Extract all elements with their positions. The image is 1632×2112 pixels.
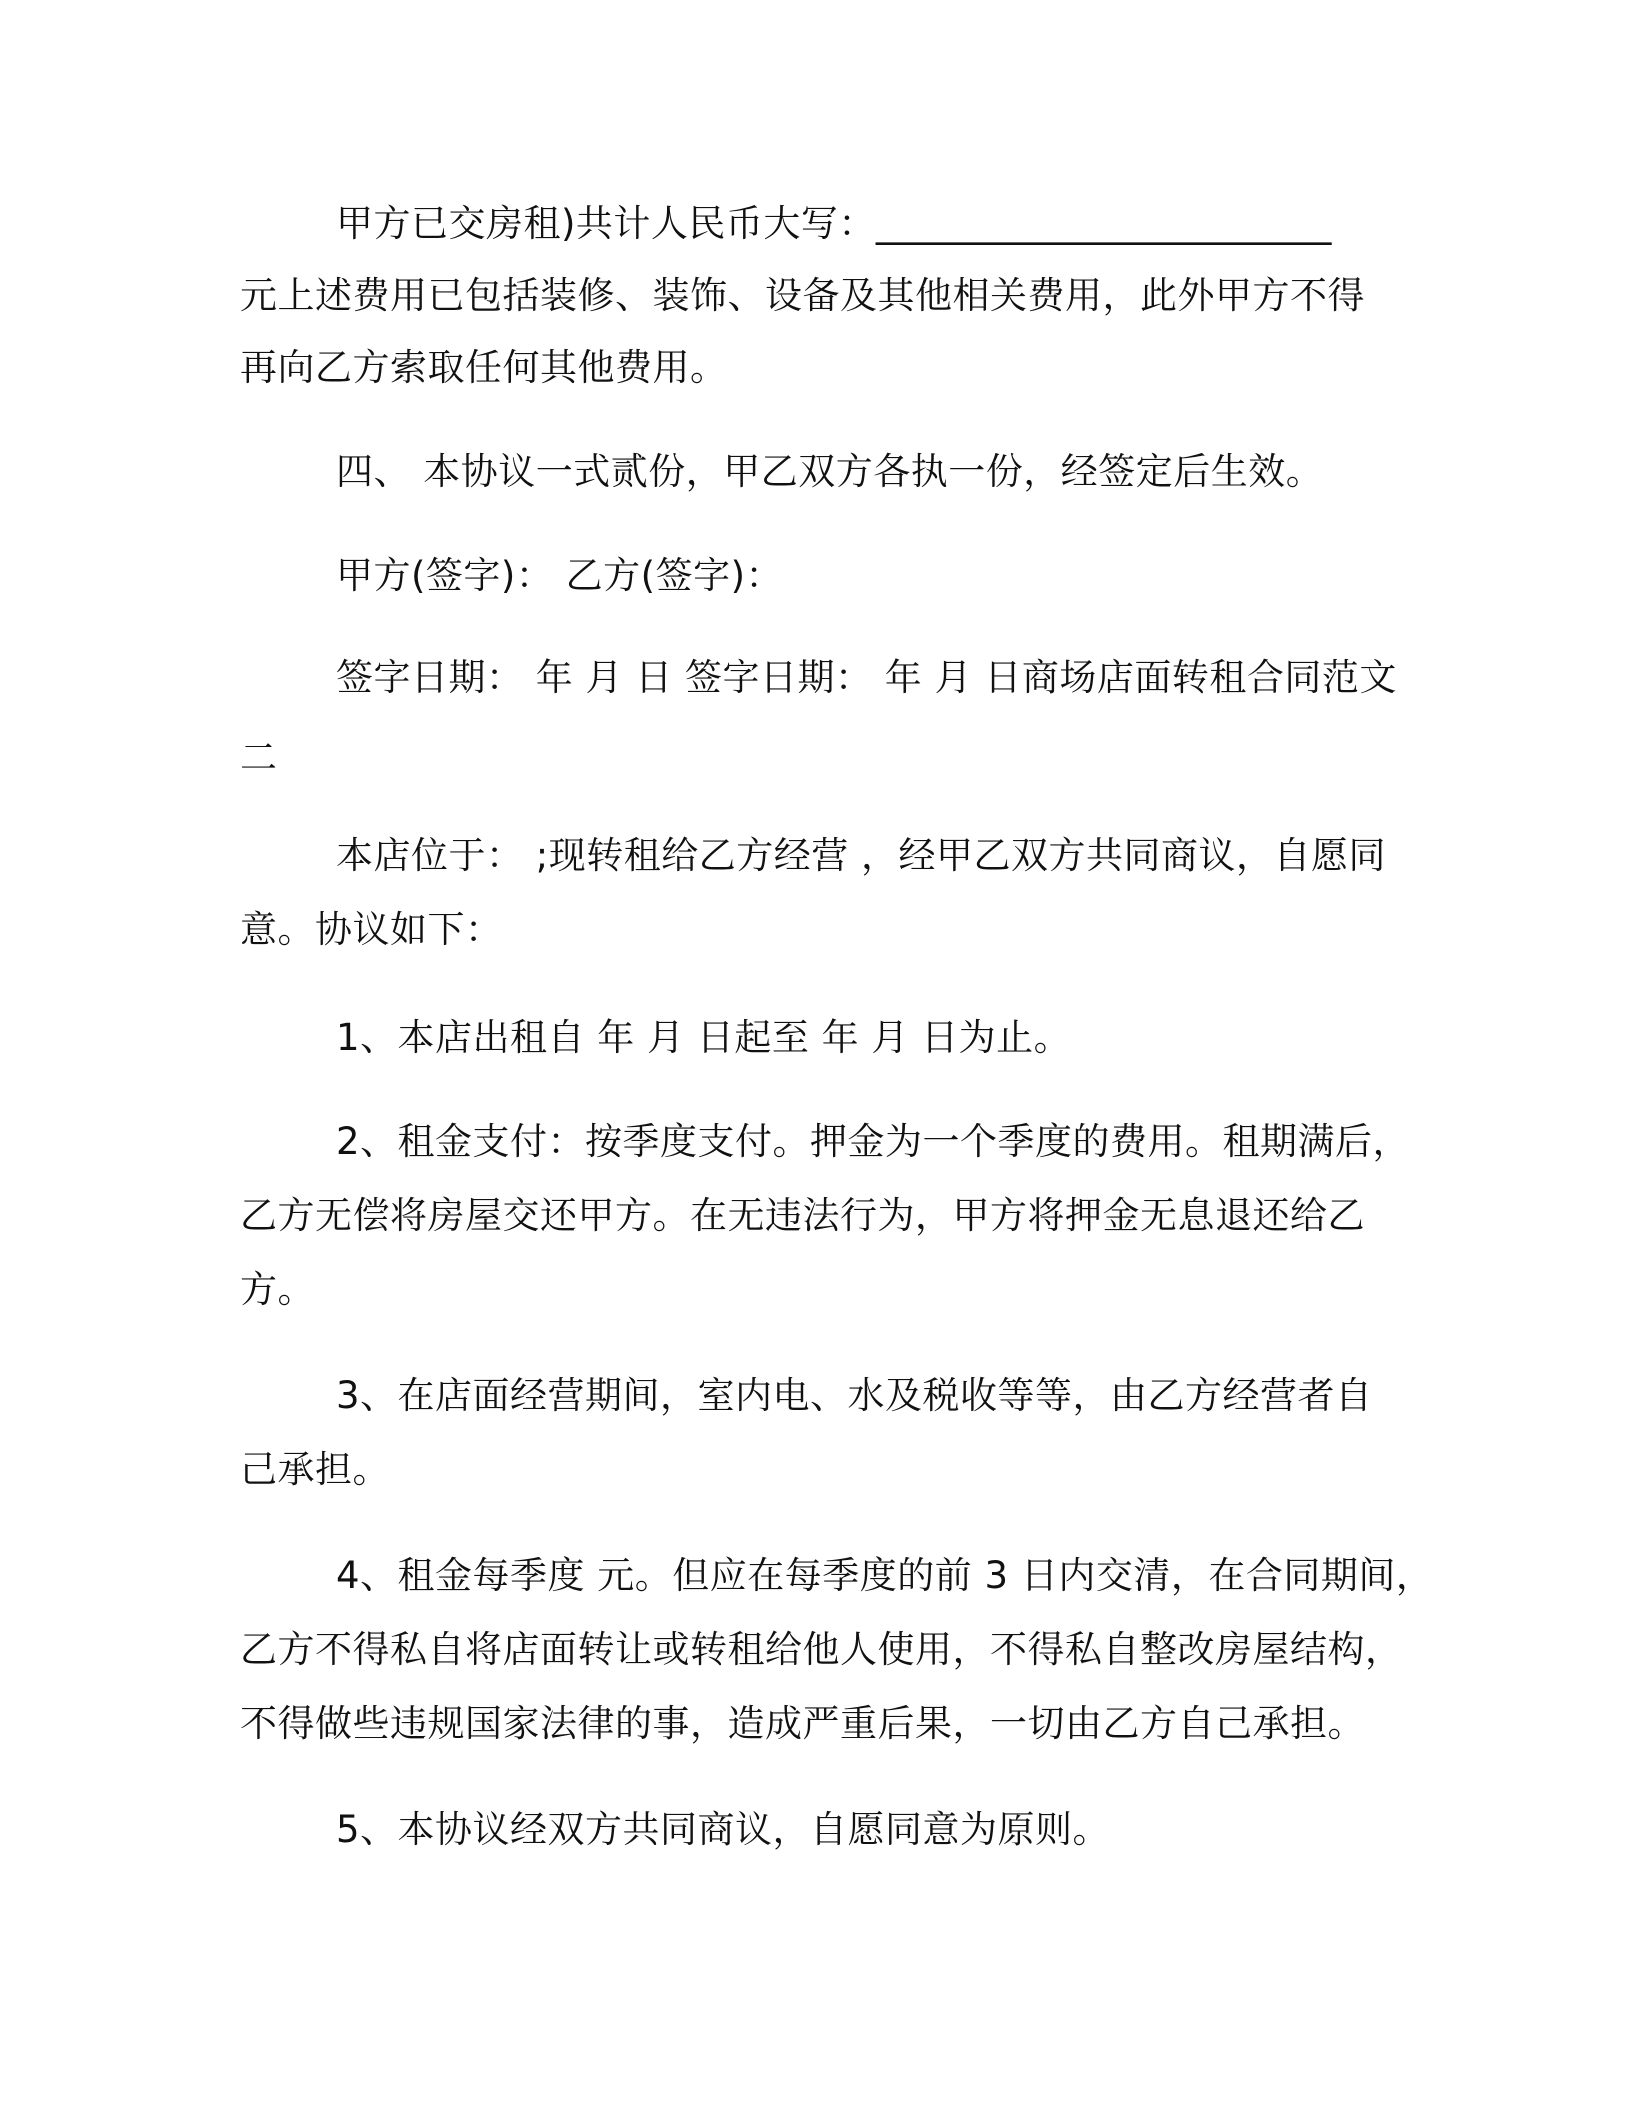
text-line: 意。协议如下： bbox=[240, 908, 503, 951]
text-line: 不得做些违规国家法律的事，造成严重后果，一切由乙方自己承担。 bbox=[240, 1702, 1365, 1745]
text-line: 二 bbox=[240, 736, 278, 779]
text-line: 方。 bbox=[240, 1268, 315, 1311]
text-line: 5、本协议经双方共同商议，自愿同意为原则。 bbox=[336, 1808, 1111, 1851]
text-line: 乙方无偿将房屋交还甲方。在无违法行为，甲方将押金无息退还给乙 bbox=[240, 1194, 1365, 1237]
text-line: 元上述费用已包括装修、装饰、设备及其他相关费用，此外甲方不得 bbox=[240, 274, 1365, 317]
text-line: 2、租金支付：按季度支付。押金为一个季度的费用。租期满后， bbox=[336, 1120, 1411, 1163]
text-line: 3、在店面经营期间，室内电、水及税收等等，由乙方经营者自 bbox=[336, 1374, 1373, 1417]
text-line: 本店位于： ;现转租给乙方经营 ，经甲乙双方共同商议，自愿同 bbox=[336, 834, 1386, 877]
text-line: 甲方已交房租)共计人民币大写：________________________ bbox=[336, 202, 1332, 245]
text-line: 四、 本协议一式贰份，甲乙双方各执一份，经签定后生效。 bbox=[336, 450, 1324, 493]
text-line: 甲方(签字)： 乙方(签字)： bbox=[336, 554, 784, 597]
text-line: 签字日期： 年 月 日 签字日期： 年 月 日商场店面转租合同范文 bbox=[336, 656, 1397, 699]
text-line: 再向乙方索取任何其他费用。 bbox=[240, 346, 728, 389]
text-line: 己承担。 bbox=[240, 1448, 390, 1491]
text-line: 4、租金每季度 元。但应在每季度的前 3 日内交清，在合同期间， bbox=[336, 1554, 1434, 1597]
text-line: 1、本店出租自 年 月 日起至 年 月 日为止。 bbox=[336, 1016, 1072, 1059]
text-line: 乙方不得私自将店面转让或转租给他人使用，不得私自整改房屋结构， bbox=[240, 1628, 1403, 1671]
